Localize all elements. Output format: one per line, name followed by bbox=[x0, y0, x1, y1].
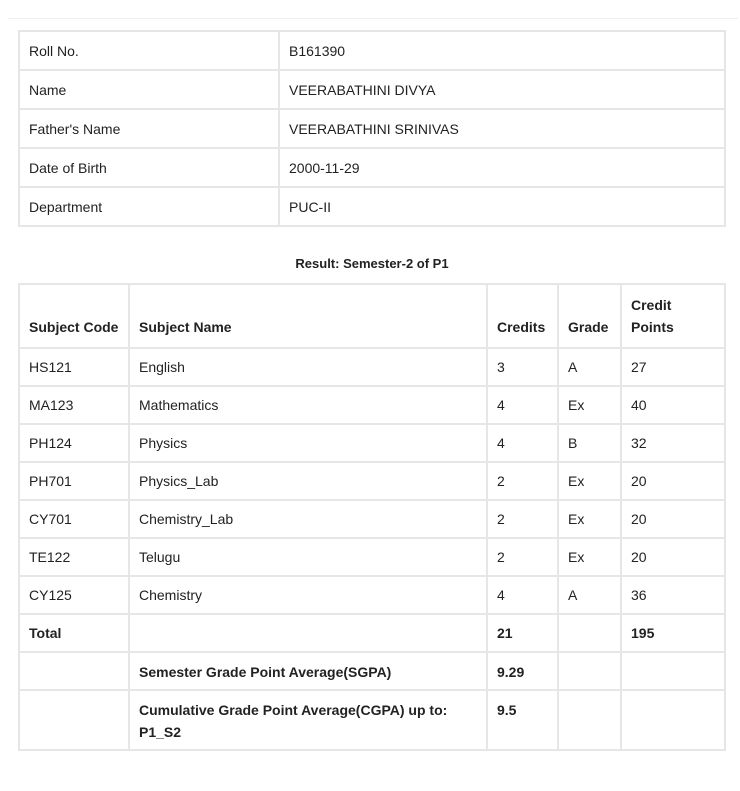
info-value: PUC-II bbox=[279, 187, 725, 226]
table-row bbox=[19, 424, 725, 462]
header-subject-code: Subject Code bbox=[19, 284, 129, 348]
subject-points: 27 bbox=[621, 348, 725, 386]
subject-grade: Ex bbox=[558, 462, 621, 500]
info-value: 2000-11-29 bbox=[279, 148, 725, 187]
header-credits: Credits bbox=[487, 284, 558, 348]
subject-credits: 3 bbox=[487, 348, 558, 386]
subject-points: 20 bbox=[621, 462, 725, 500]
info-row-department bbox=[19, 187, 725, 226]
sgpa-empty-cell bbox=[558, 652, 621, 690]
sgpa-row bbox=[19, 652, 725, 690]
subject-points: 20 bbox=[621, 500, 725, 538]
sgpa-label: Semester Grade Point Average(SGPA) bbox=[129, 652, 487, 690]
subject-code: TE122 bbox=[19, 538, 129, 576]
cgpa-empty-cell bbox=[558, 690, 621, 750]
subject-grade: Ex bbox=[558, 386, 621, 424]
subject-grade: A bbox=[558, 348, 621, 386]
subject-credits: 2 bbox=[487, 500, 558, 538]
total-credits: 21 bbox=[487, 614, 558, 652]
table-row bbox=[19, 576, 725, 614]
info-label: Father's Name bbox=[19, 109, 279, 148]
subject-points: 32 bbox=[621, 424, 725, 462]
info-row-date-of-birth bbox=[19, 148, 725, 187]
header-grade: Grade bbox=[558, 284, 621, 348]
result-title: Result: Semester-2 of P1 bbox=[295, 256, 449, 271]
info-value: VEERABATHINI DIVYA bbox=[279, 70, 725, 109]
cgpa-value: 9.5 bbox=[487, 690, 558, 750]
info-label: Roll No. bbox=[19, 31, 279, 70]
subject-code: HS121 bbox=[19, 348, 129, 386]
top-divider bbox=[8, 18, 738, 19]
cgpa-row bbox=[19, 690, 725, 750]
info-label: Date of Birth bbox=[19, 148, 279, 187]
results-table bbox=[18, 283, 726, 751]
subject-credits: 4 bbox=[487, 576, 558, 614]
info-row-fathers-name bbox=[19, 109, 725, 148]
subject-credits: 2 bbox=[487, 462, 558, 500]
total-empty-cell bbox=[558, 614, 621, 652]
info-label: Name bbox=[19, 70, 279, 109]
cgpa-label: Cumulative Grade Point Average(CGPA) up to: P1_S2 bbox=[129, 690, 487, 750]
subject-code: MA123 bbox=[19, 386, 129, 424]
subject-grade: Ex bbox=[558, 538, 621, 576]
subject-name: Physics_Lab bbox=[129, 462, 487, 500]
total-points: 195 bbox=[621, 614, 725, 652]
header-subject-name: Subject Name bbox=[129, 284, 487, 348]
subject-rows bbox=[19, 348, 725, 750]
subject-name: Chemistry_Lab bbox=[129, 500, 487, 538]
table-row bbox=[19, 538, 725, 576]
info-row-name bbox=[19, 70, 725, 109]
subject-grade: Ex bbox=[558, 500, 621, 538]
subject-credits: 4 bbox=[487, 386, 558, 424]
total-row bbox=[19, 614, 725, 652]
table-row bbox=[19, 500, 725, 538]
info-value: VEERABATHINI SRINIVAS bbox=[279, 109, 725, 148]
cgpa-empty-cell bbox=[19, 690, 129, 750]
info-label: Department bbox=[19, 187, 279, 226]
info-row-roll-no bbox=[19, 31, 725, 70]
subject-points: 20 bbox=[621, 538, 725, 576]
subject-points: 40 bbox=[621, 386, 725, 424]
subject-credits: 2 bbox=[487, 538, 558, 576]
subject-credits: 4 bbox=[487, 424, 558, 462]
sgpa-empty-cell bbox=[621, 652, 725, 690]
sgpa-empty-cell bbox=[19, 652, 129, 690]
subject-name: English bbox=[129, 348, 487, 386]
subject-name: Telugu bbox=[129, 538, 487, 576]
subject-grade: B bbox=[558, 424, 621, 462]
subject-code: CY125 bbox=[19, 576, 129, 614]
sgpa-value: 9.29 bbox=[487, 652, 558, 690]
subject-name: Chemistry bbox=[129, 576, 487, 614]
table-row bbox=[19, 348, 725, 386]
results-header-row bbox=[19, 284, 725, 348]
cgpa-empty-cell bbox=[621, 690, 725, 750]
subject-name: Physics bbox=[129, 424, 487, 462]
subject-code: PH124 bbox=[19, 424, 129, 462]
table-row bbox=[19, 386, 725, 424]
total-empty-cell bbox=[129, 614, 487, 652]
subject-points: 36 bbox=[621, 576, 725, 614]
info-value: B161390 bbox=[279, 31, 725, 70]
total-label: Total bbox=[19, 614, 129, 652]
header-credit-points: Credit Points bbox=[621, 284, 725, 348]
subject-code: CY701 bbox=[19, 500, 129, 538]
subject-code: PH701 bbox=[19, 462, 129, 500]
table-row bbox=[19, 462, 725, 500]
student-info-table bbox=[18, 30, 726, 227]
subject-grade: A bbox=[558, 576, 621, 614]
subject-name: Mathematics bbox=[129, 386, 487, 424]
